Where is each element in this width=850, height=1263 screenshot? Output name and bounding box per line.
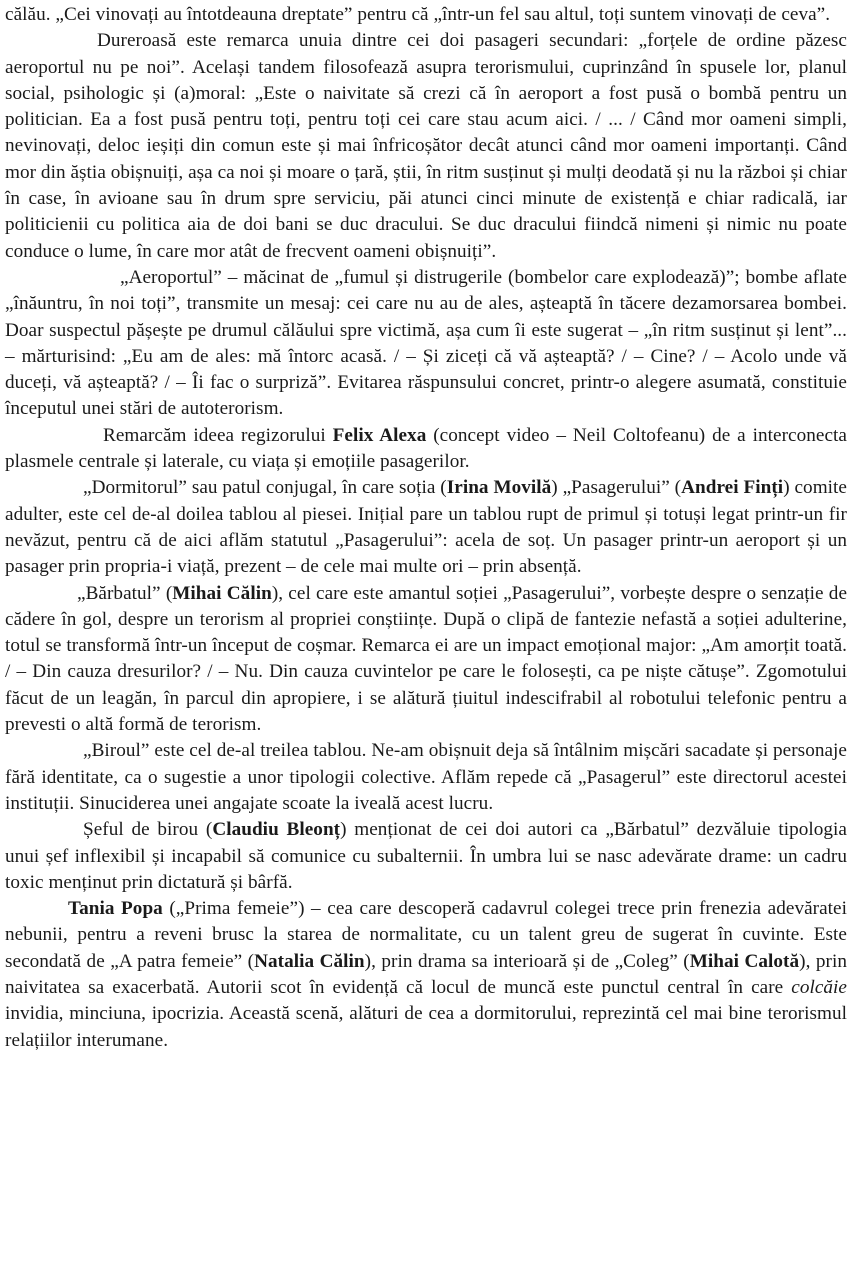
- bold-name: Irina Movilă: [446, 477, 552, 499]
- text-run: („Prima femeie”) – cea care descoperă cadavrul colegei trece prin frenezia adevăratei nebunii, pentru a reveni brusc la starea de normalitate, cu un talent greu de sugerat în cuvinte. Este secondată de „A patra femeie” (: [5, 898, 847, 972]
- bold-name: Claudiu Bleonț: [212, 819, 341, 841]
- text-run: Remarcăm ideea regizorului: [103, 424, 333, 446]
- text-run: invidia, minciuna, ipocrizia. Această scenă, alături de cea a dormitorului, reprezintă cel mai bine terorismul relațiilor interumane.: [5, 1003, 847, 1051]
- bold-name: Natalia Călin: [254, 950, 365, 972]
- paragraph-4: [5, 423, 847, 476]
- text-run: Dureroasă este remarca unuia dintre cei doi pasageri secundari: „forțele de ordine păzesc aeroportul nu pe noi”. Același tandem filosofează asupra terorismului, cuprinzând în spusele lor, planul social, psihologic și (a)moral: „Este o naivitate să crezi că în aeroport a fost pusă o bombă pentru un politician. Ea a fost pusă pentru toți, pentru toți cei care stau acum aici. / ... / Când mor oameni simpli, nevinovați, deloc ieșiți din comun este și mai înfricoșător decât atunci când mor oameni importanți. Când mor din ăștia obișnuiți, așa ca noi și moare o țară, știi, în ritm susținut și mulți deodată și nu la război și chiar în case, în avioane sau în drum spre serviciu, păi atunci cinci minute de existență e chiar radicală, iar politicienii cu politica aia de doi bani se duc dracului. Se duc dracului fiindcă nimeni și nimic nu poate conduce o lume, în care mor atât de frecvent oameni obișnuiți”.: [5, 30, 847, 262]
- paragraph-3: [5, 265, 847, 423]
- paragraph-8: [5, 817, 847, 896]
- paragraph-6: [5, 581, 847, 739]
- text-run: „Biroul” este cel de-al treilea tablou. Ne-am obișnuit deja să întâlnim mișcări sacadate și personaje fără identitate, ca o sugestie a unor tipologii colective. Aflăm repede că „Pasagerul” este directorul acestei instituții. Sinuciderea unei angajate scoate la iveală acest lucru.: [5, 740, 847, 814]
- paragraph-7: [5, 738, 847, 817]
- text-run: călău. „Cei vinovați au întotdeauna dreptate” pentru că „într-un fel sau altul, toți suntem vinovați de ceva”.: [5, 4, 831, 25]
- text-run: ), prin drama sa interioară și de „Coleg” (: [364, 950, 690, 972]
- text-run: „Aeroportul” – măcinat de „fumul și distrugerile (bombelor care explodează)”; bombe aflate „înăuntru, în noi toți”, transmite un mesaj: cei care nu au de ales, așteaptă în tăcere dezamorsarea bombei. Doar suspectul pășește pe drumul călăului spre victimă, așa cum îi este sugerat – „în ritm susținut și lent”... – mărturisind: „Eu am de ales: mă întorc acasă. / – Și ziceți că vă așteaptă? / – Cine? / – Acolo unde vă duceți, vă așteaptă? / – Îi fac o surpriză”. Evitarea răspunsului concret, printr-o alegere asumată, constituie începutul unei stări de autoterorism.: [5, 266, 847, 420]
- paragraph-5: [5, 475, 847, 580]
- text-run: „Bărbatul” (: [77, 582, 173, 604]
- paragraph-9: [5, 896, 847, 1054]
- bold-name: Mihai Calotă: [689, 950, 800, 972]
- text-run: (concept video – Neil Coltofeanu) de a interconecta plasmele centrale și laterale, cu viața și emoțiile pasagerilor.: [5, 424, 847, 473]
- text-run: ) „Pasagerului” (: [551, 477, 682, 499]
- text-run: ) comite adulter, este cel de-al doilea tablou al piesei. Inițial pare un tablou rupt de primul și totuși legat printr-un fir nevăzut, pentru că de aici aflăm statutul „Pasagerului”: acela de soț. Un pasager printr-un aeroport și un pasager prin propria-i viață, prezent – de cele mai multe ori – prin absență.: [5, 477, 847, 578]
- text-run: ) menționat de cei doi autori ca „Bărbatul” dezvăluie tipologia unui șef inflexibil și incapabil să comunice cu subalternii. În umbra lui se nasc adevărate drame: un cadru toxic menținut prin dictatură și bârfă.: [5, 819, 847, 893]
- text-run: ), cel care este amantul soției „Pasagerului”, vorbește despre o senzație de cădere în gol, despre un terorism al propriei conștiințe. După o clipă de fantezie nefastă a soției adulterine, totul se transformă într-un început de coșmar. Remarca ei are un impact emoțional major: „Am amorțit toată. / – Din cauza dresurilor? / – Nu. Din cauza cuvintelor pe care le folosești, ca pe niște cătușe”. Zgomotului făcut de un leagăn, în parcul din apropiere, i se alătură țiuitul indescifrabil al robotului telefonic pentru a prevesti o altă formă de terorism.: [5, 582, 848, 736]
- bold-name: Tania Popa: [68, 898, 163, 920]
- bold-name: Andrei Finți: [681, 477, 784, 499]
- paragraph-1: [5, 2, 847, 28]
- bold-name: Felix Alexa: [332, 424, 427, 446]
- paragraph-2: [5, 28, 847, 265]
- italic-word: colcăie: [791, 976, 847, 998]
- text-run: ), prin naivitatea sa exacerbată. Autorii scot în evidență că locul de muncă este punctul central în care: [5, 950, 847, 998]
- text-run: „Dormitorul” sau patul conjugal, în care soția (: [83, 477, 447, 499]
- bold-name: Mihai Călin: [172, 582, 272, 604]
- text-run: Șeful de birou (: [83, 819, 213, 841]
